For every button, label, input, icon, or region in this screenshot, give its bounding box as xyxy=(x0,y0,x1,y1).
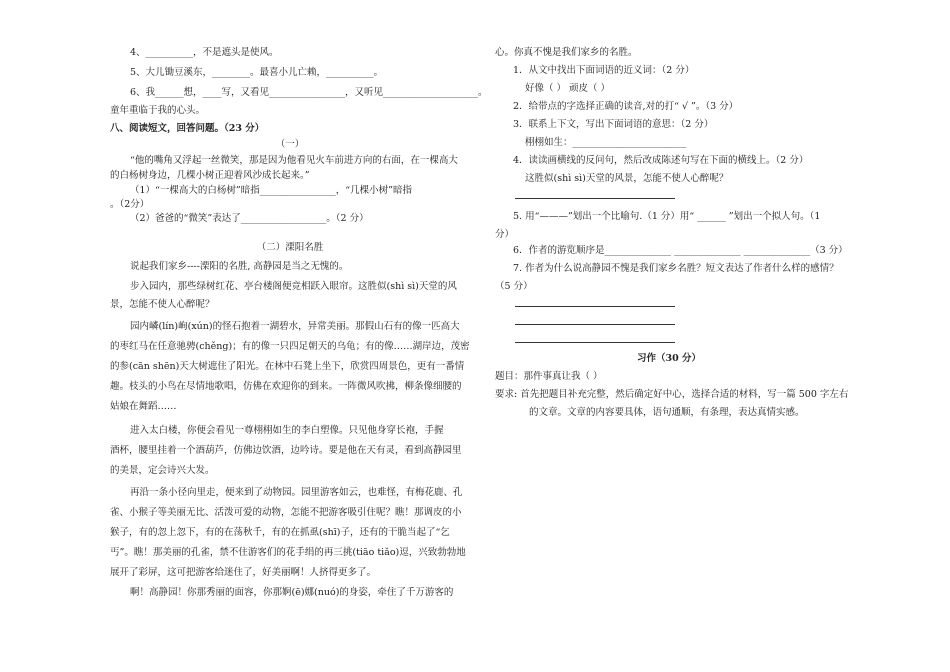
passage-2-line-14: 猴子，有的忽上忽下，有的在荡秋千，有的在抓虱(shī)子，还有的干脆当起了“乞 xyxy=(110,527,450,538)
passage-2-line-8: 姑娘在舞蹈…… xyxy=(110,401,177,412)
passage-1-heading: （一） xyxy=(275,139,305,150)
composition-title: 习作（30 分） xyxy=(637,353,702,364)
fill-item-6-end: 童年重临于我的心头。 xyxy=(110,105,206,116)
passage-2-line-9: 进入太白楼，你便会看见一尊栩栩如生的李白塑像。只见他身穿长袍，手握 xyxy=(130,425,444,436)
fill-item-4: 4、__________，不是遮头是使风。 xyxy=(130,47,279,58)
composition-topic: 题目：那件事真让我（ ） xyxy=(495,371,603,382)
answer-line-4 xyxy=(515,198,675,199)
question-2-7-points: （5 分） xyxy=(495,281,533,292)
question-2-3: 3．联系上下文，写出下面词语的意思：（2 分） xyxy=(513,119,714,130)
passage-1-line-1: “他的嘴角又浮起一丝微笑，那是因为他看见火车前进方向的右面，在一棵高大 xyxy=(130,155,458,166)
passage-2-line-16: 展开了彩屏，这可把游客给迷住了，好美丽啊！人挤得更多了。 xyxy=(110,567,377,578)
question-2-4-sentence: 这胜似(shì sì)天堂的风景，怎能不使人心醉呢？ xyxy=(525,173,729,184)
passage-2-line-10: 酒杯，腰里挂着一个酒葫芦，仿佛边饮酒，边吟诗。要是他在天有灵，看到高静园里 xyxy=(110,445,462,456)
passage-2-line-7: 趣。枝头的小鸟在尽情地歌唱，仿佛在欢迎你的到来。一阵微风吹拂，柳条像细腰的 xyxy=(110,381,462,392)
passage-2-line-6: 的参(cān shēn)天大树遮住了阳光。在林中石凳上坐下，欣赏四周景色，更有一番情 xyxy=(110,361,465,372)
composition-requirements-end: 的文章。文章的内容要具体，语句通顺，有条理，表达真情实感。 xyxy=(529,407,805,418)
passage-2-line-2: 步入园内，那些绿树红花、亭台楼阁便竞相跃入眼帘。这胜似(shì sì)天堂的风 xyxy=(130,281,457,292)
question-2-5: 5. 用“———”划出一个比喻句.（1 分）用“ ______ ”划出一个拟人句。（1 xyxy=(513,211,821,222)
passage-2-line-17: 啊！高静园！你那秀丽的面容，你那婀(ē)娜(nuó)的身姿，牵住了千万游客的 xyxy=(130,587,454,598)
passage-2-line-13: 雀、小猴子等美丽无比、活泼可爱的动物，怎能不把游客吸引住呢？瞧！那调皮的小 xyxy=(110,507,462,518)
question-2-2: 2．给带点的字选择正确的读音,对的打“ √ ”。（3 分） xyxy=(513,101,739,112)
passage-2-line-4: 园内嶙(lín)峋(xún)的怪石抱着一湖碧水，异常美丽。那假山石有的像一匹高大 xyxy=(130,321,460,332)
passage-2-line-1: 说起我们家乡----溧阳的名胜, 高静园是当之无愧的。 xyxy=(130,261,349,272)
passage-2-line-15: 丐”。瞧！那美丽的孔雀，禁不住游客们的花手绢的再三挑(tiāo tiǎo)逗，兴致勃勃地 xyxy=(110,547,466,558)
answer-line-7b xyxy=(515,324,675,325)
question-2-5-end: 分） xyxy=(495,229,515,240)
fill-item-5: 5、大儿锄豆溪东，________。最喜小儿亡赖，__________。 xyxy=(130,67,384,78)
fill-item-6: 6、我______想，____写，又看见________________，又听见____________________。 xyxy=(130,87,488,98)
passage-1-line-2: 的白杨树身边，几棵小树正迎着风沙成长起来。” xyxy=(110,170,310,181)
section-8-title: 八、阅读短文，回答问题。（23 分） xyxy=(110,123,265,134)
question-2-3-answer: 栩栩如生：________________________ xyxy=(525,137,687,148)
question-2-1: 1．从文中找出下面词语的近义词：（2 分） xyxy=(513,65,695,76)
composition-requirements: 要求: 首先把题目补充完整，然后确定好中心，选择合适的材料，写一篇 500 字左右 xyxy=(495,389,849,400)
passage-2-line-12: 再沿一条小径向里走，便来到了动物园。园里游客如云，也难怪，有梅花鹿、孔 xyxy=(130,487,463,498)
passage-2-end: 心。你真不愧是我们家乡的名胜。 xyxy=(495,47,638,58)
question-1-2: （2）爸爸的“微笑”表达了__________________。（2 分） xyxy=(130,213,369,224)
question-2-6: 6．作者的游览顺序是______________ ______________ ______________（3 分） xyxy=(513,245,848,256)
passage-2-line-3: 景，怎能不使人心醉呢？ xyxy=(110,299,215,310)
question-2-4: 4．读读画横线的反问句，然后改成陈述句写在下面的横线上。（2 分） xyxy=(513,155,809,166)
question-1-1: （1）“一棵高大的白杨树”暗指________________，“几棵小树”暗指 xyxy=(130,185,412,196)
answer-line-7c xyxy=(515,342,675,343)
answer-line-7a xyxy=(515,306,675,307)
passage-2-line-5: 的枣红马在任意驰骋(chěng)；有的像一只四足朝天的乌龟；有的像……湖岸边，茂密 xyxy=(110,341,470,352)
question-2-7: 7. 作者为什么说高静园不愧是我们家乡名胜？短文表达了作者什么样的感情？ xyxy=(513,263,839,274)
passage-2-heading: （二）溧阳名胜 xyxy=(256,242,324,253)
passage-2-line-11: 的美景，定会诗兴大发。 xyxy=(110,465,215,476)
question-1-1-end: 。（2分） xyxy=(110,199,150,210)
question-2-1-answers: 好像（ ） 顽皮（ ） xyxy=(525,83,611,94)
